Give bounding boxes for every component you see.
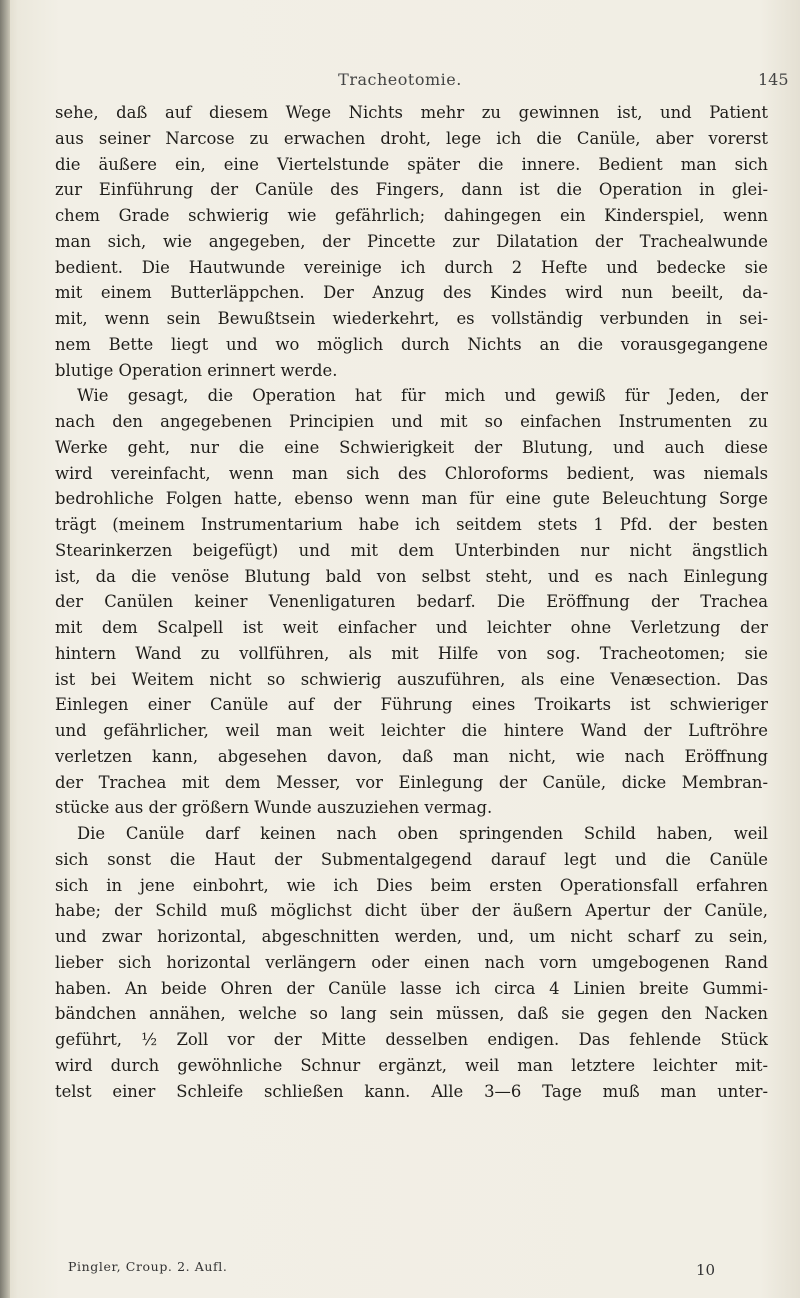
text-line: der Canülen keiner Venenligaturen bedarf. Die Eröffnung der Trachea <box>55 592 768 612</box>
text-line: hintern Wand zu vollführen, als mit Hilfe von sog. Tracheotomen; sie <box>55 643 768 663</box>
text-line: der Trachea mit dem Messer, vor Einlegung der Canüle, dicke Membran- <box>55 772 768 792</box>
text-line: Die Canüle darf keinen nach oben springenden Schild haben, weil <box>77 824 768 843</box>
text-line: zur Einführung der Canüle des Fingers, dann ist die Operation in glei- <box>55 180 768 200</box>
text-line: chem Grade schwierig wie gefährlich; dahingegen ein Kinderspiel, wenn <box>55 206 768 225</box>
text-line: habe; der Schild muß möglichst dicht über der äußern Apertur der Canüle, <box>55 901 768 921</box>
body-text <box>55 100 768 1104</box>
text-line: geführt, ½ Zoll vor der Mitte desselben endigen. Das fehlende Stück <box>55 1030 768 1049</box>
text-line: bedrohliche Folgen hatte, ebenso wenn man für eine gute Beleuchtung Sorge <box>55 489 768 509</box>
text-line: und zwar horizontal, abgeschnitten werden, und, um nicht scharf zu sein, <box>55 927 768 946</box>
text-line: Stearinkerzen beigefügt) und mit dem Unterbinden nur nicht ängstlich <box>55 540 768 560</box>
text-line: trägt (meinem Instrumentarium habe ich seitdem stets 1 Pfd. der besten <box>55 515 768 534</box>
text-line: ist, da die venöse Blutung bald von selbst steht, und es nach Einlegung <box>55 566 768 586</box>
text-line: bändchen annähen, welche so lang sein müssen, daß sie gegen den Nacken <box>55 1004 768 1024</box>
text-line: verletzen kann, abgesehen davon, daß man nicht, wie nach Eröffnung <box>55 746 768 766</box>
text-line: wird durch gewöhnliche Schnur ergänzt, weil man letztere leichter mit- <box>55 1055 768 1075</box>
signature-line: Pingler, Croup. 2. Aufl. <box>68 1259 228 1274</box>
text-line: lieber sich horizontal verlängern oder einen nach vorn umgebogenen Rand <box>55 952 768 972</box>
sheet-number: 10 <box>696 1261 716 1279</box>
text-line: sich sonst die Haut der Submentalgegend darauf legt und die Canüle <box>55 849 768 869</box>
text-line: telst einer Schleife schließen kann. Alle 3—6 Tage muß man unter- <box>55 1081 768 1101</box>
text-line: ist bei Weitem nicht so schwierig auszuführen, als eine Venæsection. Das <box>55 669 768 689</box>
text-line: haben. An beide Ohren der Canüle lasse ich circa 4 Linien breite Gummi- <box>55 978 768 998</box>
text-line: man sich, wie angegeben, der Pincette zur Dilatation der Trachealwunde <box>55 231 768 251</box>
page-number: 145 <box>758 70 789 89</box>
text-line: blutige Operation erinnert werde. <box>55 360 338 380</box>
text-line: Einlegen einer Canüle auf der Führung eines Troikarts ist schwieriger <box>55 695 768 715</box>
text-line: und gefährlicher, weil man weit leichter die hintere Wand der Luftröhre <box>55 721 768 740</box>
text-line: Werke geht, nur die eine Schwierigkeit der Blutung, und auch diese <box>55 437 768 457</box>
page-footer <box>68 1259 768 1283</box>
text-line: sich in jene einbohrt, wie ich Dies beim ersten Operationsfall erfahren <box>55 875 768 895</box>
text-line: nach den angegebenen Principien und mit so einfachen Instrumenten zu <box>55 412 768 431</box>
text-line: wird vereinfacht, wenn man sich des Chloroforms bedient, was niemals <box>55 463 768 483</box>
text-line: aus seiner Narcose zu erwachen droht, lege ich die Canüle, aber vorerst <box>55 128 768 148</box>
text-line: mit dem Scalpell ist weit einfacher und leichter ohne Verletzung der <box>55 618 768 637</box>
text-line: stücke aus der größern Wunde auszuziehen vermag. <box>55 798 493 818</box>
text-line: die äußere ein, eine Viertelstunde später die innere. Bedient man sich <box>55 154 768 174</box>
book-binding-shadow <box>0 0 10 1298</box>
text-line: nem Bette liegt und wo möglich durch Nichts an die vorausgegangene <box>55 334 768 354</box>
text-line: Wie gesagt, die Operation hat für mich und gewiß für Jeden, der <box>77 386 768 406</box>
text-line: mit, wenn sein Bewußtsein wiederkehrt, es vollständig verbunden in sei- <box>55 309 768 328</box>
text-line: mit einem Butterläppchen. Der Anzug des Kindes wird nun beeilt, da- <box>55 283 768 303</box>
text-line: bedient. Die Hautwunde vereinige ich durch 2 Hefte und bedecke sie <box>55 257 768 277</box>
running-title: Tracheotomie. <box>338 70 462 89</box>
text-line: sehe, daß auf diesem Wege Nichts mehr zu gewinnen ist, und Patient <box>55 103 768 122</box>
